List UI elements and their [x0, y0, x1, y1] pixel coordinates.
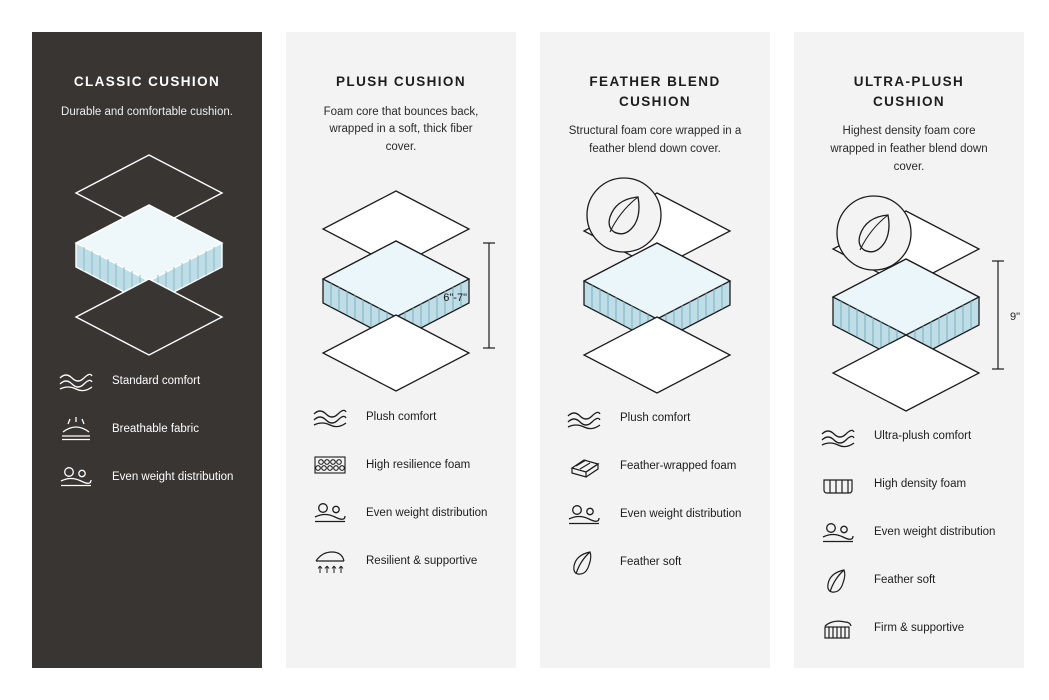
- waves-icon: [562, 403, 606, 435]
- feature-label: Resilient & supportive: [366, 554, 478, 567]
- feature-list: [816, 421, 1002, 645]
- card-feather-blend-cushion[interactable]: [540, 32, 770, 668]
- leaf-badge: [837, 196, 911, 270]
- feature-item: [562, 403, 748, 435]
- card-description: Durable and comfortable cushion.: [61, 105, 233, 118]
- resilient-support-icon: [308, 545, 352, 577]
- feature-item: [816, 517, 1002, 549]
- feature-item: [54, 413, 240, 445]
- card-title: ULTRA-PLUSH CUSHION: [853, 74, 965, 109]
- feature-label: Feather soft: [620, 556, 682, 569]
- leaf-icon: [816, 565, 860, 597]
- breathable-fabric-icon: [54, 413, 98, 445]
- feature-label: Breathable fabric: [112, 423, 199, 436]
- feature-label: High density foam: [874, 478, 967, 491]
- cushion-diagram-classic: [54, 127, 240, 357]
- leaf-icon: [562, 547, 606, 579]
- exploded-cushion-illustration: [562, 165, 762, 395]
- card-ultra-plush-cushion[interactable]: [794, 32, 1024, 668]
- card-description: Highest density foam core wrapped in feather blend down cover.: [830, 125, 988, 173]
- feature-label: Firm & supportive: [874, 622, 965, 635]
- feature-label: Even weight distribution: [620, 508, 742, 521]
- card-title: CLASSIC CUSHION: [73, 74, 221, 89]
- feature-label: Feather soft: [874, 574, 936, 587]
- feature-item: [308, 401, 494, 433]
- feature-label: Ultra-plush comfort: [874, 430, 972, 443]
- feature-list: [562, 403, 748, 579]
- feature-label: Even weight distribution: [112, 471, 234, 484]
- honeycomb-foam-icon: [308, 449, 352, 481]
- leaf-badge: [587, 178, 661, 252]
- firm-support-icon: [816, 613, 860, 645]
- feature-label: High resilience foam: [366, 458, 471, 471]
- waves-icon: [816, 421, 860, 453]
- exploded-cushion-illustration: [54, 127, 244, 357]
- card-plush-cushion[interactable]: [286, 32, 516, 668]
- feature-item: [816, 613, 1002, 645]
- even-weight-icon: [54, 461, 98, 493]
- waves-icon: [308, 401, 352, 433]
- feature-label: Plush comfort: [366, 410, 437, 423]
- feature-list: [308, 401, 494, 577]
- feature-item: [308, 449, 494, 481]
- dimension-label: 9": [1009, 310, 1020, 323]
- cushion-diagram-plush: [308, 163, 494, 393]
- feature-item: [816, 565, 1002, 597]
- feature-item: [308, 497, 494, 529]
- card-classic-cushion[interactable]: [32, 32, 262, 668]
- cards-row: [32, 32, 1024, 668]
- feature-item: [562, 499, 748, 531]
- cushion-diagram-ultra-plush: [816, 183, 1020, 413]
- card-title: PLUSH CUSHION: [336, 74, 466, 89]
- waves-icon: [54, 365, 98, 397]
- even-weight-icon: [562, 499, 606, 531]
- card-description: Structural foam core wrapped in a feather blend down cover.: [568, 125, 742, 155]
- feature-item: [54, 365, 240, 397]
- feature-label: Plush comfort: [620, 412, 691, 425]
- feature-item: [816, 421, 1002, 453]
- feature-item: [816, 469, 1002, 501]
- even-weight-icon: [816, 517, 860, 549]
- feature-item: [562, 547, 748, 579]
- dimension-label: 6"-7": [443, 292, 467, 304]
- card-description: Foam core that bounces back, wrapped in a soft, thick fiber cover.: [323, 105, 479, 154]
- feature-list: [54, 365, 240, 493]
- feature-item: [308, 545, 494, 577]
- feather-wrapped-foam-icon: [562, 451, 606, 483]
- card-title: FEATHER BLEND CUSHION: [589, 74, 721, 109]
- exploded-cushion-illustration: [816, 183, 1021, 413]
- feature-label: Even weight distribution: [874, 526, 996, 539]
- feature-label: Standard comfort: [112, 375, 201, 388]
- cushion-diagram-feather-blend: [562, 165, 748, 395]
- density-foam-icon: [816, 469, 860, 501]
- even-weight-icon: [308, 497, 352, 529]
- feature-label: Feather-wrapped foam: [620, 460, 737, 473]
- feature-item: [54, 461, 240, 493]
- exploded-cushion-illustration: [308, 163, 508, 393]
- feature-label: Even weight distribution: [366, 506, 488, 519]
- feature-item: [562, 451, 748, 483]
